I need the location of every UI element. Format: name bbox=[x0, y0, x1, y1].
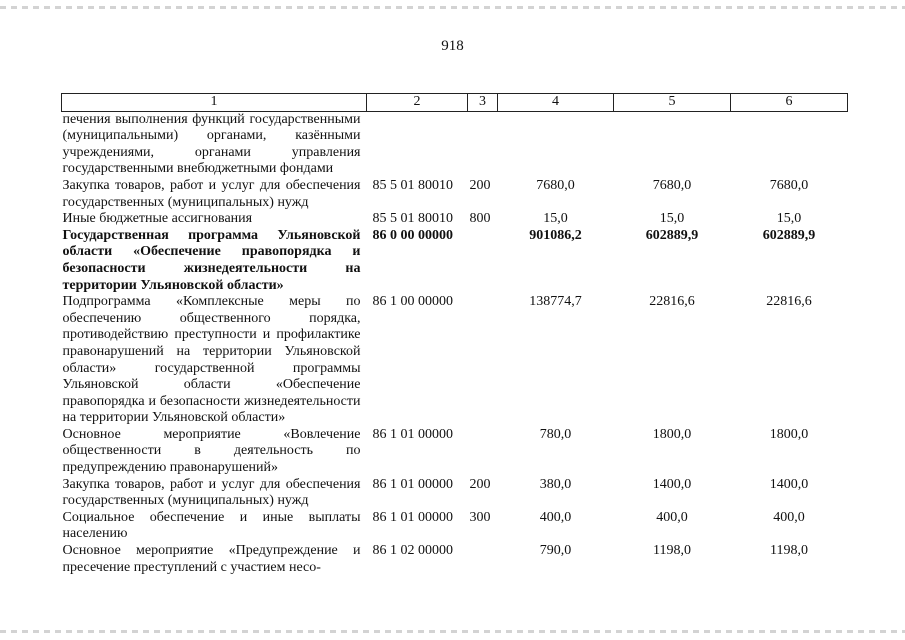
row-value-col5: 1800,0 bbox=[652, 426, 692, 442]
table-row bbox=[62, 228, 848, 294]
table-row bbox=[62, 477, 848, 510]
row-value-col6: 400,0 bbox=[773, 509, 805, 525]
table-row bbox=[62, 294, 848, 427]
row-code: 86 1 01 00000 bbox=[372, 476, 453, 492]
row-name: Закупка товаров, работ и услуг для обеспечения государственных (муниципальных) нужд bbox=[62, 476, 361, 509]
row-value-col5 bbox=[614, 111, 731, 178]
table-body bbox=[62, 111, 848, 576]
row-code: 86 1 01 00000 bbox=[372, 509, 453, 525]
row-expense-type: 300 bbox=[469, 509, 491, 525]
column-header: 4 bbox=[498, 94, 614, 112]
row-code: 86 0 00 00000 bbox=[372, 227, 453, 243]
column-header: 6 bbox=[731, 94, 848, 112]
scan-edge-top bbox=[0, 6, 905, 9]
row-expense-type bbox=[468, 111, 498, 178]
row-name: Государственная программа Ульяновской области «Обеспечение правопорядка и безопасности жизнедеятельности на территории Ульяновской области» bbox=[62, 227, 361, 293]
row-value-col4 bbox=[498, 111, 614, 178]
row-name: Закупка товаров, работ и услуг для обеспечения государственных (муниципальных) нужд bbox=[62, 177, 361, 210]
row-value-col6: 1198,0 bbox=[770, 543, 808, 559]
row-value-col4: 780,0 bbox=[539, 426, 572, 442]
column-header: 2 bbox=[367, 94, 468, 112]
row-code: 85 5 01 80010 bbox=[372, 177, 453, 193]
column-header: 5 bbox=[614, 94, 731, 112]
row-value-col6: 7680,0 bbox=[769, 177, 809, 193]
table-row bbox=[62, 111, 848, 178]
row-expense-type bbox=[468, 427, 498, 477]
row-value-col4: 400,0 bbox=[539, 509, 572, 525]
scan-edge-bottom bbox=[0, 630, 905, 633]
table-row bbox=[62, 211, 848, 228]
table-row bbox=[62, 510, 848, 543]
row-value-col6 bbox=[731, 111, 848, 178]
row-value-col6: 1800,0 bbox=[769, 426, 809, 442]
row-expense-type: 800 bbox=[469, 211, 491, 227]
row-name: печения выполнения функций государственными (муниципальными) органами, казёнными учреждениями, органами управления государственными внебюджетными фондами bbox=[62, 111, 361, 177]
budget-table bbox=[61, 93, 848, 576]
row-value-col6: 1400,0 bbox=[769, 476, 809, 492]
row-value-col5: 15,0 bbox=[659, 211, 685, 227]
row-value-col5: 1198,0 bbox=[653, 543, 691, 559]
row-expense-type bbox=[468, 228, 498, 294]
row-value-col5: 1400,0 bbox=[652, 476, 692, 492]
row-expense-type bbox=[468, 543, 498, 576]
row-value-col6: 22816,6 bbox=[766, 294, 812, 310]
column-header: 3 bbox=[468, 94, 498, 112]
row-name: Иные бюджетные ассигнования bbox=[62, 211, 253, 227]
row-value-col4: 7680,0 bbox=[536, 177, 575, 193]
row-value-col6: 602889,9 bbox=[762, 227, 816, 243]
row-value-col4: 15,0 bbox=[543, 211, 568, 227]
column-header: 1 bbox=[62, 94, 367, 112]
page-number: 918 bbox=[441, 38, 464, 54]
row-value-col5: 7680,0 bbox=[652, 177, 692, 193]
row-expense-type: 200 bbox=[469, 177, 491, 193]
row-value-col5: 22816,6 bbox=[649, 294, 695, 310]
table-row bbox=[62, 543, 848, 576]
row-value-col6: 15,0 bbox=[776, 211, 802, 227]
row-name: Основное мероприятие «Предупреждение и пресечение преступлений с участием несо- bbox=[62, 543, 361, 575]
row-value-col4: 380,0 bbox=[539, 476, 572, 492]
table-row bbox=[62, 178, 848, 211]
row-value-col5: 400,0 bbox=[656, 509, 688, 525]
row-value-col4: 790,0 bbox=[539, 543, 572, 559]
row-code: 86 1 02 00000 bbox=[372, 543, 453, 559]
row-expense-type: 200 bbox=[469, 476, 491, 492]
row-name: Социальное обеспечение и иные выплаты населению bbox=[62, 509, 361, 542]
row-expense-type bbox=[468, 294, 498, 427]
table-row bbox=[62, 427, 848, 477]
row-name: Подпрограмма «Комплексные меры по обеспечению общественного порядка, противодействию преступности и профилактике правонарушений на территории Ульяновской области» государственной программы Ульяновской области «Обеспечение правопорядка и безопасности жизнедеятельности на территории Ульяновской области» bbox=[62, 294, 361, 426]
row-name: Основное мероприятие «Вовлечение общественности в деятельность по предупреждению правонарушений» bbox=[62, 426, 361, 476]
row-code bbox=[367, 111, 468, 178]
row-code: 86 1 01 00000 bbox=[372, 426, 453, 442]
row-value-col4: 138774,7 bbox=[529, 294, 582, 310]
row-value-col5: 602889,9 bbox=[645, 227, 699, 243]
row-code: 85 5 01 80010 bbox=[372, 211, 453, 227]
row-value-col4: 901086,2 bbox=[529, 227, 582, 243]
row-code: 86 1 00 00000 bbox=[372, 294, 453, 310]
table-header-row bbox=[62, 94, 848, 112]
